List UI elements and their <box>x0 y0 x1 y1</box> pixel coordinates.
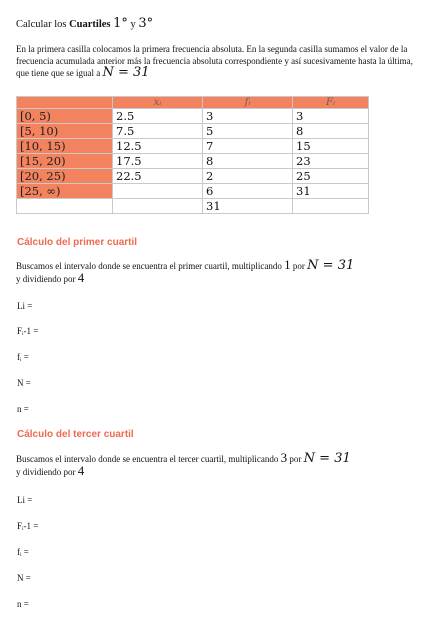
cell-interval: [20, 25) <box>17 169 113 184</box>
third-field-n: n = <box>17 599 29 609</box>
third-text-a: Buscamos el intervalo donde se encuentra el tercer cuartil, multiplicando <box>16 454 281 464</box>
intro-formula: N = 31 <box>102 65 150 80</box>
third-text-c: y dividiendo por <box>16 467 78 477</box>
page-title <box>16 16 153 31</box>
title-q1: 1° <box>113 16 128 31</box>
cell-interval: [5, 10) <box>17 124 113 139</box>
first-quartile-heading: Cálculo del primer cuartil <box>17 237 138 248</box>
third-quartile-paragraph <box>16 452 426 478</box>
cell-xi: 17.5 <box>113 154 203 169</box>
third-field-li: Li = <box>17 495 33 505</box>
table-row <box>17 139 369 154</box>
third-formula: N = 31 <box>303 451 351 466</box>
cell-fi: 6 <box>203 184 293 199</box>
cell-fi: 7 <box>203 139 293 154</box>
frequency-table <box>16 96 369 214</box>
cell-xi: 7.5 <box>113 124 203 139</box>
third-divisor: 4 <box>77 463 85 478</box>
cell-xi: 22.5 <box>113 169 203 184</box>
cell-empty <box>293 199 369 214</box>
cell-interval: [15, 20) <box>17 154 113 169</box>
third-field-n-total: N = <box>17 573 31 583</box>
third-field-fi-prev: Fᵢ-1 = <box>17 521 39 531</box>
first-divisor: 4 <box>77 270 85 285</box>
table-row <box>17 169 369 184</box>
first-quartile-paragraph <box>16 259 426 285</box>
header-fi: fᵢ <box>203 97 293 109</box>
header-interval <box>17 97 113 109</box>
intro-text: En la primera casilla colocamos la primera frecuencia absoluta. En la segunda casilla sumamos el valor de la frecuencia acumulada anterior más la frecuencia absoluta correspondiente y así sucesivamente hasta la última, que tiene que se igual a <box>16 44 413 78</box>
first-field-fi: fᵢ = <box>17 352 29 362</box>
first-text-c: y dividiendo por <box>16 274 78 284</box>
cell-Fi: 15 <box>293 139 369 154</box>
first-multiplier: 1 <box>284 257 291 272</box>
first-formula: N = 31 <box>307 258 355 273</box>
first-field-n: n = <box>17 404 29 414</box>
title-bold: Cuartiles <box>69 19 111 30</box>
third-field-fi: fᵢ = <box>17 547 29 557</box>
cell-fi: 2 <box>203 169 293 184</box>
title-connector: y <box>127 19 139 30</box>
cell-Fi: 25 <box>293 169 369 184</box>
third-quartile-heading: Cálculo del tercer cuartil <box>17 429 134 440</box>
third-multiplier: 3 <box>280 450 288 465</box>
first-field-n-total: N = <box>17 378 31 388</box>
table-row <box>17 109 369 124</box>
first-text-a: Buscamos el intervalo donde se encuentra el primer cuartil, multiplicando <box>16 261 285 271</box>
header-xi: xᵢ <box>113 97 203 109</box>
cell-interval: [25, ∞) <box>17 184 113 199</box>
table-header-row <box>17 97 369 109</box>
cell-empty <box>17 199 113 214</box>
first-field-li: Li = <box>17 301 33 311</box>
cell-empty <box>113 199 203 214</box>
table-row <box>17 124 369 139</box>
table-row <box>17 184 369 199</box>
cell-interval: [10, 15) <box>17 139 113 154</box>
cell-total-fi: 31 <box>203 199 293 214</box>
title-q3: 3° <box>138 16 154 31</box>
first-field-fi-prev: Fᵢ-1 = <box>17 326 39 336</box>
cell-Fi: 8 <box>293 124 369 139</box>
cell-fi: 8 <box>203 154 293 169</box>
table-row <box>17 154 369 169</box>
header-Fi: Fᵢ <box>293 97 369 109</box>
title-prefix: Calcular los <box>16 19 70 30</box>
cell-fi: 3 <box>203 109 293 124</box>
first-text-b: por <box>290 261 308 271</box>
table-total-row <box>17 199 369 214</box>
cell-Fi: 31 <box>293 184 369 199</box>
cell-Fi: 3 <box>293 109 369 124</box>
cell-fi: 5 <box>203 124 293 139</box>
cell-interval: [0, 5) <box>17 109 113 124</box>
cell-xi: 2.5 <box>113 109 203 124</box>
third-text-b: por <box>287 454 304 464</box>
cell-Fi: 23 <box>293 154 369 169</box>
cell-xi <box>113 184 203 199</box>
intro-paragraph <box>16 44 420 80</box>
cell-xi: 12.5 <box>113 139 203 154</box>
